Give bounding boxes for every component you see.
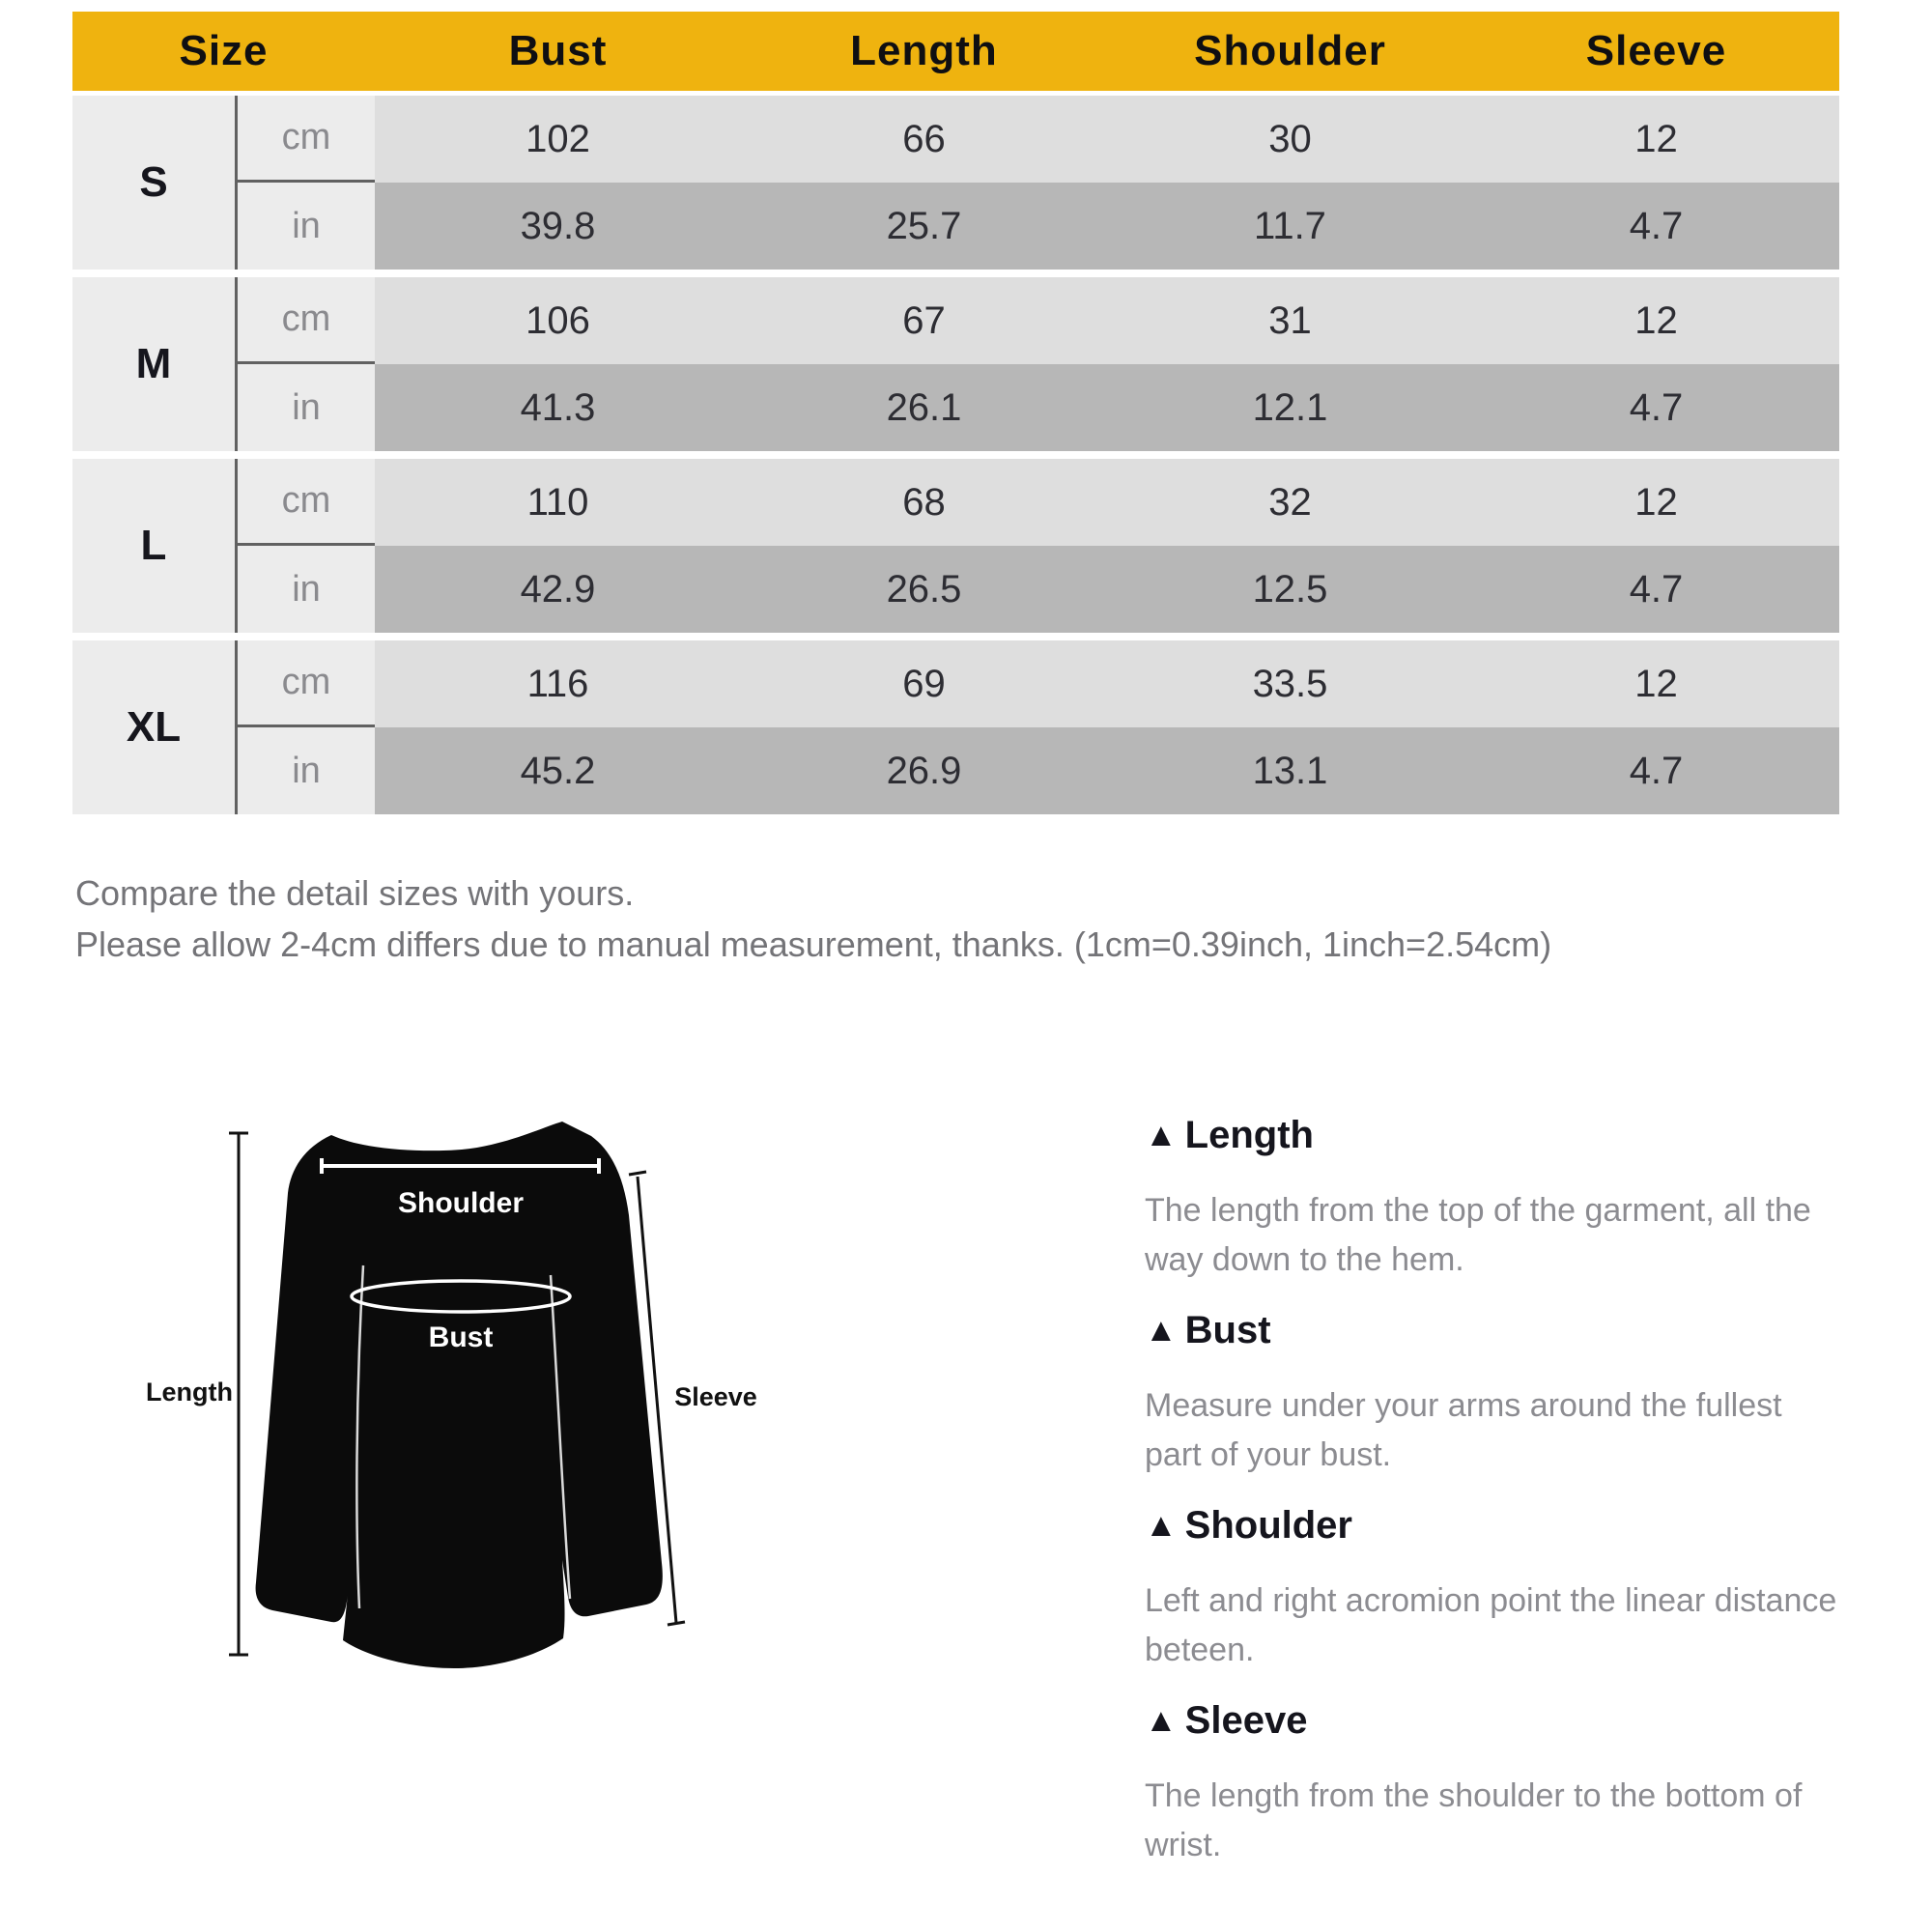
bust-label: Bust (428, 1321, 494, 1353)
unit-cell-cm: cm (238, 96, 375, 183)
value-cell-cm-bust: 106 (375, 277, 741, 364)
triangle-up-icon: ▲ (1145, 1702, 1178, 1739)
definition-description: Left and right acromion point the linear distance beteen. (1145, 1582, 1837, 1668)
value-cell-in-shoulder: 12.5 (1107, 546, 1473, 633)
definition-term-label: Sleeve (1184, 1699, 1308, 1742)
triangle-up-icon: ▲ (1145, 1117, 1178, 1153)
size-group-m (72, 277, 1839, 451)
garment-measurement-diagram (116, 1111, 773, 1700)
unit-cell-in: in (238, 183, 375, 270)
value-cell-in-sleeve: 4.7 (1473, 546, 1839, 633)
measurement-notes (75, 867, 1551, 970)
value-cell-in-bust: 45.2 (375, 727, 741, 814)
value-cell-cm-sleeve: 12 (1473, 96, 1839, 183)
value-cell-in-shoulder: 11.7 (1107, 183, 1473, 270)
value-cell-cm-shoulder: 32 (1107, 459, 1473, 546)
definition-description: The length from the shoulder to the bottom of wrist. (1145, 1777, 1803, 1863)
value-cell-cm-length: 68 (741, 459, 1107, 546)
size-letter-cell: XL (72, 640, 238, 814)
note-line-1: Compare the detail sizes with yours. (75, 873, 635, 913)
value-cell-cm-bust: 110 (375, 459, 741, 546)
unit-cell-cm: cm (238, 277, 375, 364)
unit-cell-in: in (238, 727, 375, 814)
value-cell-cm-shoulder: 33.5 (1107, 640, 1473, 727)
table-body (72, 96, 1839, 814)
value-cell-cm-shoulder: 30 (1107, 96, 1473, 183)
definition-description: Measure under your arms around the fullest part of your bust. (1145, 1387, 1782, 1473)
header-cell-size: Size (179, 27, 269, 74)
value-cell-cm-length: 69 (741, 640, 1107, 727)
header-cell-length: Length (850, 27, 998, 74)
value-cell-in-sleeve: 4.7 (1473, 364, 1839, 451)
value-cell-in-length: 25.7 (741, 183, 1107, 270)
note-line-2: Please allow 2-4cm differs due to manual measurement, thanks. (1cm=0.39inch, 1inch=2.54cm) (75, 924, 1552, 964)
value-cell-in-shoulder: 12.1 (1107, 364, 1473, 451)
triangle-up-icon: ▲ (1145, 1312, 1178, 1349)
value-cell-in-bust: 41.3 (375, 364, 741, 451)
size-group-s (72, 96, 1839, 270)
value-cell-cm-shoulder: 31 (1107, 277, 1473, 364)
value-cell-in-bust: 39.8 (375, 183, 741, 270)
size-letter-cell: S (72, 96, 238, 270)
sleeve-label: Sleeve (674, 1382, 757, 1411)
value-cell-in-length: 26.1 (741, 364, 1107, 451)
definition-item-length (1145, 1113, 1860, 1285)
unit-cell-cm: cm (238, 640, 375, 727)
definition-description: The length from the top of the garment, all the way down to the hem. (1145, 1192, 1811, 1278)
value-cell-in-shoulder: 13.1 (1107, 727, 1473, 814)
table-header-row (72, 12, 1839, 91)
definition-term (1145, 1503, 1860, 1548)
unit-cell-in: in (238, 364, 375, 451)
value-cell-cm-length: 67 (741, 277, 1107, 364)
value-cell-in-sleeve: 4.7 (1473, 183, 1839, 270)
definition-item-bust (1145, 1308, 1860, 1480)
value-cell-cm-sleeve: 12 (1473, 459, 1839, 546)
size-letter-cell: L (72, 459, 238, 633)
header-cell-shoulder: Shoulder (1194, 27, 1386, 74)
value-cell-in-length: 26.9 (741, 727, 1107, 814)
value-cell-in-length: 26.5 (741, 546, 1107, 633)
definition-term (1145, 1698, 1860, 1743)
size-chart-table (72, 12, 1839, 822)
size-group-xl (72, 640, 1839, 814)
value-cell-in-bust: 42.9 (375, 546, 741, 633)
definition-term (1145, 1113, 1860, 1157)
value-cell-cm-bust: 102 (375, 96, 741, 183)
value-cell-in-sleeve: 4.7 (1473, 727, 1839, 814)
header-cell-sleeve: Sleeve (1585, 27, 1727, 74)
shoulder-label: Shoulder (397, 1187, 525, 1219)
definition-item-shoulder (1145, 1503, 1860, 1675)
unit-cell-cm: cm (238, 459, 375, 546)
value-cell-cm-sleeve: 12 (1473, 277, 1839, 364)
garment-diagram-svg (116, 1111, 773, 1700)
size-group-l (72, 459, 1839, 633)
value-cell-cm-length: 66 (741, 96, 1107, 183)
definition-term (1145, 1308, 1860, 1352)
definitions-section (1145, 1113, 1860, 1893)
unit-cell-in: in (238, 546, 375, 633)
triangle-up-icon: ▲ (1145, 1507, 1178, 1544)
size-letter-cell: M (72, 277, 238, 451)
value-cell-cm-sleeve: 12 (1473, 640, 1839, 727)
definition-item-sleeve (1145, 1698, 1860, 1870)
length-label: Length (146, 1378, 233, 1406)
definition-term-label: Length (1184, 1114, 1314, 1156)
value-cell-cm-bust: 116 (375, 640, 741, 727)
definition-term-label: Bust (1184, 1309, 1271, 1351)
definition-term-label: Shoulder (1184, 1504, 1352, 1547)
header-cell-bust: Bust (508, 27, 608, 74)
